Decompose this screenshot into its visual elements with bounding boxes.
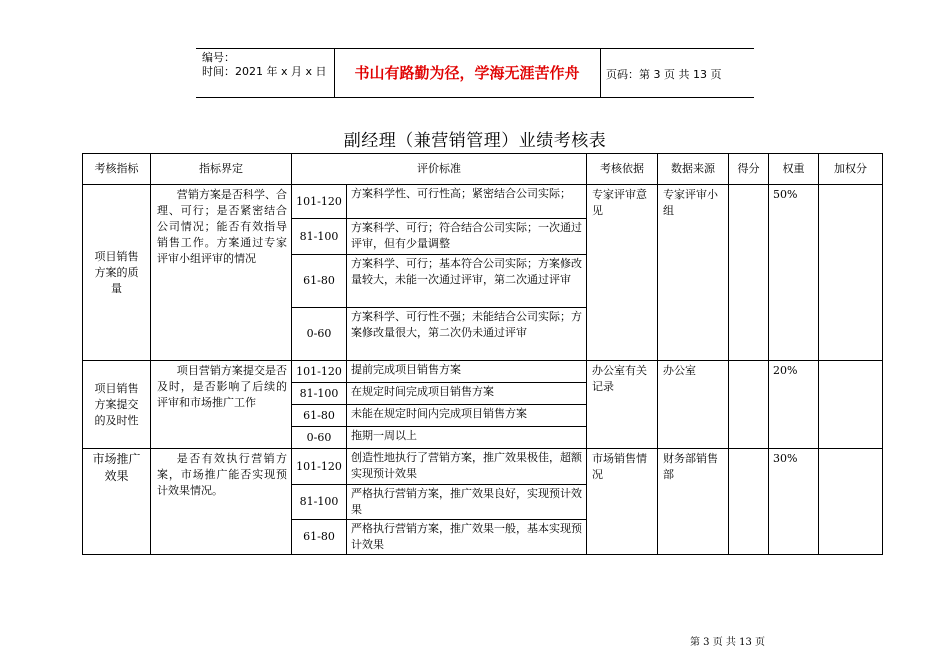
basis-cell: 办公室有关记录 (587, 361, 658, 449)
indicator-cell: 项目销售方案提交的及时性 (83, 361, 151, 449)
standard-text: 严格执行营销方案，推广效果良好，实现预计效果 (347, 485, 587, 520)
standard-text: 未能在规定时间内完成项目销售方案 (347, 405, 587, 427)
score-range: 101-120 (292, 361, 347, 383)
definition-cell: 营销方案是否科学、合理、可行；是否紧密结合公司情况；能否有效指导销售工作。方案通过专家评审小组评审的情况 (151, 185, 292, 361)
score-range: 101-120 (292, 185, 347, 219)
weight-cell: 20% (769, 361, 819, 449)
score-range: 61-80 (292, 405, 347, 427)
score-range: 0-60 (292, 427, 347, 449)
standard-text: 严格执行营销方案，推广效果一般，基本实现预计效果 (347, 520, 587, 555)
page-header (196, 48, 754, 98)
indicator-cell: 市场推广效果 (83, 449, 151, 555)
standard-text: 提前完成项目销售方案 (347, 361, 587, 383)
table-row (83, 185, 883, 219)
weighted-cell (819, 361, 883, 449)
col-header-indicator: 考核指标 (83, 154, 151, 185)
definition-cell: 项目营销方案提交是否及时，是否影响了后续的评审和市场推广工作 (151, 361, 292, 449)
standard-text: 方案科学、可行；基本符合公司实际；方案修改量较大，未能一次通过评审，第二次通过评审 (347, 255, 587, 308)
score-range: 0-60 (292, 308, 347, 361)
col-header-standard: 评价标准 (292, 154, 587, 185)
weighted-cell (819, 449, 883, 555)
col-header-basis: 考核依据 (587, 154, 658, 185)
score-range: 81-100 (292, 219, 347, 255)
col-header-weight: 权重 (769, 154, 819, 185)
score-cell (729, 449, 769, 555)
number-label: 编号： (202, 51, 235, 64)
indicator-cell: 项目销售方案的质量 (83, 185, 151, 361)
weight-cell: 30% (769, 449, 819, 555)
standard-text: 创造性地执行了营销方案，推广效果极佳，超额实现预计效果 (347, 449, 587, 485)
standard-text: 在规定时间完成项目销售方案 (347, 383, 587, 405)
score-range: 61-80 (292, 255, 347, 308)
definition-cell: 是否有效执行营销方案，市场推广能否实现预计效果情况。 (151, 449, 292, 555)
page-title: 副经理（兼营销管理）业绩考核表 (343, 131, 607, 151)
basis-cell: 市场销售情况 (587, 449, 658, 555)
table-row (83, 361, 883, 383)
basis-cell: 专家评审意见 (587, 185, 658, 361)
score-cell (729, 185, 769, 361)
table-header-row (83, 154, 883, 185)
weight-cell: 50% (769, 185, 819, 361)
standard-text: 方案科学、可行性不强；未能结合公司实际；方案修改量很大，第二次仍未通过评审 (347, 308, 587, 361)
col-header-score: 得分 (729, 154, 769, 185)
col-header-weighted: 加权分 (819, 154, 883, 185)
col-header-source: 数据来源 (658, 154, 729, 185)
source-cell: 办公室 (658, 361, 729, 449)
standard-text: 拖期一周以上 (347, 427, 587, 449)
source-cell: 财务部销售部 (658, 449, 729, 555)
page-footer: 第 3 页 共 13 页 (690, 637, 765, 648)
score-range: 101-120 (292, 449, 347, 485)
assessment-table (82, 153, 883, 555)
col-header-definition: 指标界定 (151, 154, 292, 185)
score-range: 81-100 (292, 383, 347, 405)
header-motto: 书山有路勤为径，学海无涯苦作舟 (334, 49, 601, 97)
header-meta (198, 49, 335, 97)
table-row (83, 449, 883, 485)
source-cell: 专家评审小组 (658, 185, 729, 361)
score-range: 61-80 (292, 520, 347, 555)
time-label: 时间：2021 年 x 月 x 日 (202, 65, 327, 78)
score-range: 81-100 (292, 485, 347, 520)
score-cell (729, 361, 769, 449)
standard-text: 方案科学、可行；符合结合公司实际；一次通过评审，但有少量调整 (347, 219, 587, 255)
page-code: 页码：第 3 页 共 13 页 (606, 68, 722, 81)
standard-text: 方案科学性、可行性高；紧密结合公司实际； (347, 185, 587, 219)
weighted-cell (819, 185, 883, 361)
